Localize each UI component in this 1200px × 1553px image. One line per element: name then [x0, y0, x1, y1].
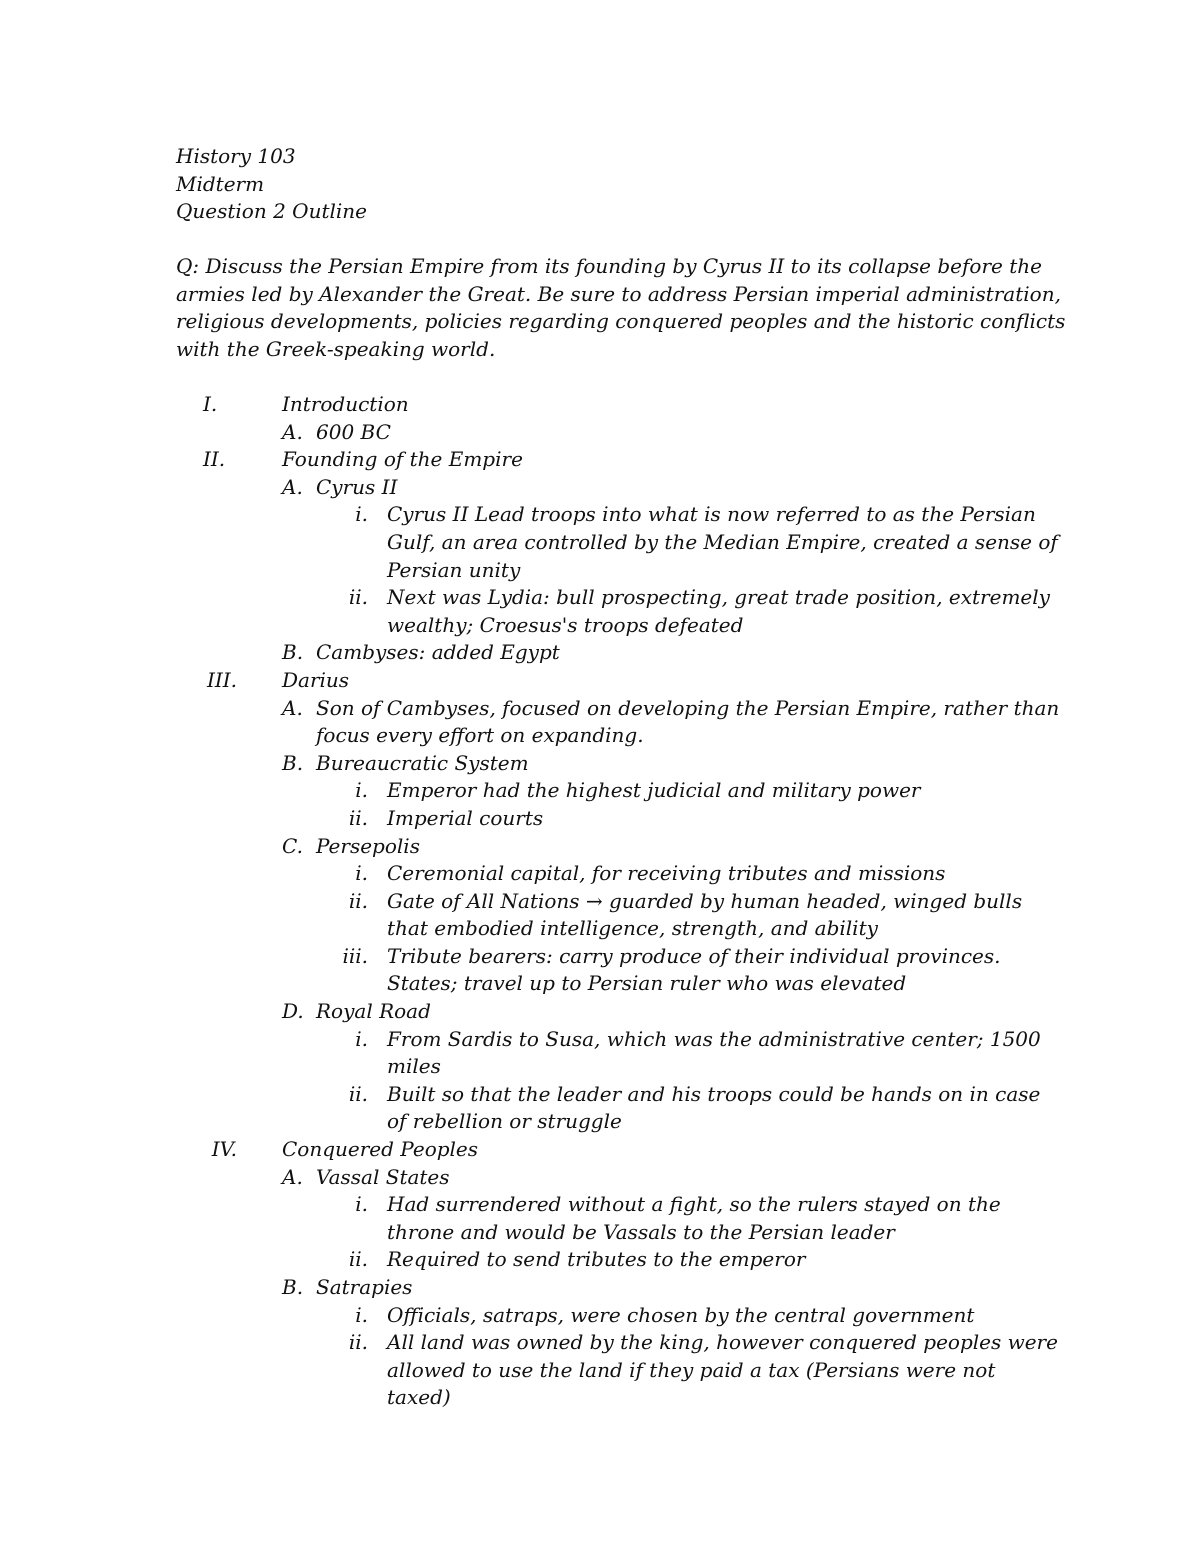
outline-text: allowed to use the land if they paid a tax (Persians were not — [387, 1357, 996, 1382]
outline-marker: ii. — [348, 585, 368, 610]
outline-marker: II. — [203, 447, 226, 472]
outline-text: Satrapies — [316, 1275, 413, 1299]
outline-text: From Sardis to Susa, which was the administrative center; 1500 — [387, 1026, 1041, 1051]
outline-text: Tribute bearers: carry produce of their individual provinces. — [387, 943, 1001, 968]
question-line: religious developments, policies regarding conquered peoples and the historic conflicts — [176, 309, 1066, 334]
outline-level3-row — [0, 777, 1200, 805]
outline-text: Cambyses: added Egypt — [316, 640, 560, 665]
outline-level2-row — [0, 722, 1200, 750]
outline-marker: i. — [355, 778, 368, 803]
outline-level3-row — [0, 1191, 1200, 1219]
outline-level3-row — [0, 1081, 1200, 1109]
outline-level2-row — [0, 1164, 1200, 1192]
question-line: with the Greek-speaking world. — [176, 336, 496, 361]
outline-level2-row — [0, 474, 1200, 502]
outline-text: Son of Cambyses, focused on developing the Persian Empire, rather than — [316, 695, 1060, 720]
outline-text: Gulf, an area controlled by the Median Empire, created a sense of — [387, 529, 1058, 554]
outline-text: that embodied intelligence, strength, and ability — [387, 916, 878, 941]
outline-level2-row — [0, 695, 1200, 723]
outline-text: States; travel up to Persian ruler who was elevated — [387, 971, 907, 996]
outline-marker: i. — [355, 1192, 368, 1217]
outline-marker: ii. — [348, 805, 368, 830]
course-title: History 103 — [176, 144, 296, 168]
outline-text: Conquered Peoples — [282, 1137, 479, 1162]
outline-level1-row — [0, 391, 1200, 419]
outline-text: Officials, satraps, were chosen by the central government — [387, 1302, 975, 1327]
outline-level2-row — [0, 639, 1200, 667]
outline-level3-row — [0, 1026, 1200, 1054]
outline-marker: C. — [282, 833, 303, 858]
outline-level2-row — [0, 998, 1200, 1026]
outline-text: Royal Road — [316, 999, 431, 1024]
question-line: Q: Discuss the Persian Empire from its founding by Cyrus II to its collapse before the — [176, 254, 1042, 278]
outline-text: Required to send tributes to the emperor — [387, 1247, 806, 1272]
outline-text: Ceremonial capital, for receiving tributes and missions — [387, 861, 946, 886]
outline-level3-row — [0, 888, 1200, 916]
outline-level3-row — [0, 970, 1200, 998]
outline-text: 600 BC — [316, 419, 391, 444]
outline-text: Darius — [282, 667, 350, 692]
outline-marker: D. — [282, 999, 304, 1024]
outline-text: Gate of All Nations → guarded by human headed, winged bulls — [387, 888, 1023, 913]
document-header — [176, 143, 367, 226]
outline-level2-row — [0, 833, 1200, 861]
outline-level3-row — [0, 557, 1200, 585]
outline-marker: B. — [282, 1275, 304, 1299]
outline-text: Introduction — [282, 392, 409, 416]
outline-text: All land was owned by the king, however conquered peoples were — [387, 1330, 1058, 1355]
outline-level3-row — [0, 1302, 1200, 1330]
outline-marker: A. — [282, 695, 303, 720]
outline-marker: ii. — [348, 1247, 368, 1272]
outline-level3-row — [0, 612, 1200, 640]
outline-text: Founding of the Empire — [282, 447, 523, 472]
outline-level3-row — [0, 915, 1200, 943]
outline-level2-row — [0, 419, 1200, 447]
outline-marker: A. — [282, 474, 303, 499]
outline-text: Built so that the leader and his troops could be hands on in case — [387, 1081, 1041, 1106]
outline-text: of rebellion or struggle — [387, 1109, 622, 1134]
outline-level3-row — [0, 529, 1200, 557]
outline-marker: III. — [206, 667, 237, 692]
outline-text: taxed) — [387, 1385, 451, 1410]
outline-marker: ii. — [348, 1330, 368, 1355]
outline-marker: A. — [282, 1164, 303, 1189]
outline-marker: i. — [355, 1026, 368, 1051]
outline-marker: iii. — [342, 943, 368, 968]
outline-marker: A. — [282, 419, 303, 444]
outline-marker: i. — [355, 502, 368, 527]
outline-marker: B. — [282, 640, 304, 665]
outline-marker: B. — [282, 750, 304, 775]
outline-text: wealthy; Croesus's troops defeated — [387, 612, 744, 637]
outline-text: Had surrendered without a fight, so the rulers stayed on the — [387, 1192, 1001, 1217]
outline-level3-row — [0, 1357, 1200, 1385]
outline-text: focus every effort on expanding. — [316, 723, 644, 748]
outline-text: Persepolis — [316, 833, 420, 858]
outline-level3-row — [0, 805, 1200, 833]
outline-text: miles — [387, 1054, 441, 1079]
outline — [0, 391, 1200, 1412]
outline-text: Cyrus II — [316, 474, 398, 499]
outline-level3-row — [0, 943, 1200, 971]
outline-level3-row — [0, 1053, 1200, 1081]
question-line: armies led by Alexander the Great. Be sure to address Persian imperial administration, — [176, 281, 1061, 306]
outline-marker: ii. — [348, 888, 368, 913]
outline-level1-row — [0, 446, 1200, 474]
outline-marker: i. — [355, 1302, 368, 1327]
outline-text: Vassal States — [316, 1164, 450, 1189]
outline-level3-row — [0, 501, 1200, 529]
outline-level1-row — [0, 667, 1200, 695]
outline-level3-row — [0, 1384, 1200, 1412]
question-prompt — [176, 253, 1066, 363]
outline-marker: IV. — [211, 1137, 237, 1162]
exam-title: Midterm — [176, 171, 265, 196]
outline-level3-row — [0, 1219, 1200, 1247]
outline-text: Imperial courts — [387, 805, 544, 830]
outline-level2-row — [0, 750, 1200, 778]
outline-text: Emperor had the highest judicial and military power — [387, 778, 921, 803]
outline-level2-row — [0, 1274, 1200, 1302]
outline-text: Bureaucratic System — [316, 750, 529, 775]
outline-level1-row — [0, 1136, 1200, 1164]
outline-level3-row — [0, 860, 1200, 888]
outline-level3-row — [0, 584, 1200, 612]
outline-text: Persian unity — [387, 557, 521, 582]
outline-level3-row — [0, 1246, 1200, 1274]
outline-text: Cyrus II Lead troops into what is now referred to as the Persian — [387, 502, 1036, 527]
outline-level3-row — [0, 1108, 1200, 1136]
outline-marker: I. — [203, 392, 218, 416]
outline-marker: ii. — [348, 1081, 368, 1106]
outline-marker: i. — [355, 861, 368, 886]
outline-text: throne and would be Vassals to the Persian leader — [387, 1219, 895, 1244]
question-heading: Question 2 Outline — [176, 199, 367, 224]
outline-text: Next was Lydia: bull prospecting, great trade position, extremely — [387, 585, 1050, 610]
outline-level3-row — [0, 1329, 1200, 1357]
